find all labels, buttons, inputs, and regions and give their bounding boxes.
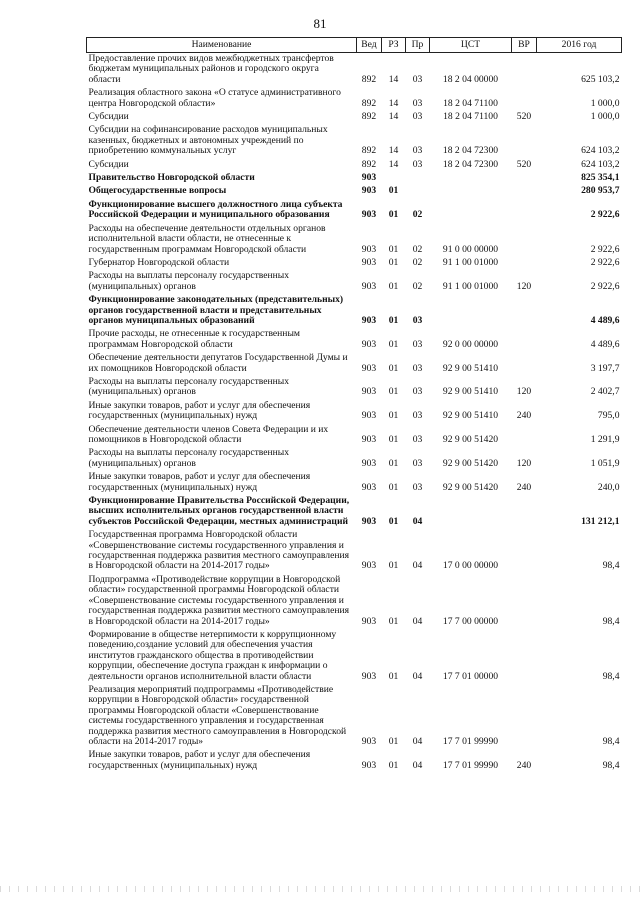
cell-amount: 4 489,6 [590,314,620,326]
cell-cst: 18 2 04 71100 [443,111,498,123]
cell-vr: 120 [516,457,532,469]
cell-amount: 98,4 [602,735,620,747]
cell-name: Подпрограмма «Противодействие коррупции в Новгородской области» государственной программы Новгородской области «Совершенствование системы государственного управления и государственная поддержка развития местного самоуправления в Новгородской области на 2014-2017 годы» [88,573,350,627]
cell-amount: 240,0 [597,481,620,493]
scan-artifact [0,886,640,892]
cell-pr [406,172,430,185]
cell-rz: 01 [388,280,399,292]
cell-vr [512,87,537,111]
cell-amount: 98,4 [602,759,620,771]
table-row [87,574,622,629]
cell-rz: 01 [388,256,399,268]
cell-amount: 98,4 [602,615,620,627]
header-rz: РЗ [382,38,406,53]
cell-amount: 2 922,6 [590,209,620,221]
cell-cst: 18 2 04 00000 [442,73,499,85]
cell-name: Реализация мероприятий подпрограммы «Противодействие коррупции в Новгородской области» государственной программы Новгородской области «Совершенствование системы государственного управления и государственная поддержка развития местного самоуправления в Новгородской области на 2014-2017 годы» [88,683,347,747]
cell-rz: 14 [388,111,399,123]
cell-name: Формирование в обществе нетерпимости к коррупционному поведению,создание условий для обеспечения участия институтов гражданского общества в противодействии коррупции, обеспечение доступа граждан к информации о деятельности органов исполнительной власти области [88,628,337,682]
cell-vr: 520 [516,158,532,170]
cell-cst: 91 1 00 01000 [442,280,499,292]
table-body [87,53,622,774]
cell-cst: 92 0 00 00000 [442,338,499,350]
cell-vr [512,223,537,257]
cell-name: Правительство Новгородской области [88,172,255,184]
cell-vr [512,53,537,88]
cell-vr [512,185,537,198]
cell-pr: 03 [412,314,423,326]
cell-ved: 903 [361,759,377,771]
cell-pr: 03 [412,73,423,85]
header-pr: Пр [406,38,430,53]
cell-name: Расходы на обеспечение деятельности отдельных органов исполнительной власти области, не отнесенные к государственным программам Новгородской области [88,222,326,255]
cell-rz: 01 [388,670,399,682]
cell-pr: 04 [412,560,423,572]
cell-cst: 91 1 00 01000 [442,256,499,268]
cell-vr [512,629,537,684]
cell-cst: 92 9 00 51410 [442,362,499,374]
cell-amount: 2 402,7 [590,386,620,398]
cell-pr: 04 [412,615,423,627]
cell-cst: 17 7 00 00000 [442,615,499,627]
table-row [87,270,622,294]
cell-name: Расходы на выплаты персоналу государственных (муниципальных) органов [88,270,290,292]
cell-ved: 903 [361,434,377,445]
cell-cst: 92 9 00 51420 [442,481,499,493]
cell-vr [512,352,537,376]
cell-pr: 03 [412,457,423,469]
cell-pr: 02 [412,209,423,221]
cell-amount: 625 103,2 [581,73,620,85]
cell-pr: 03 [412,97,423,109]
cell-amount: 624 103,2 [581,145,620,157]
page-number: 81 [313,16,327,31]
cell-amount: 3 197,7 [590,362,620,374]
cell-cst: 17 7 01 99990 [442,735,499,747]
cell-pr: 03 [412,410,423,422]
cell-name: Губернатор Новгородской области [88,256,230,268]
cell-pr: 03 [412,481,423,493]
cell-cst: 18 2 04 72300 [442,158,499,170]
cell-amount: 131 212,1 [581,515,620,527]
header-cst: ЦСТ [430,38,512,53]
cell-vr [512,199,537,223]
cell-ved: 903 [361,338,377,350]
cell-ved: 903 [361,615,377,627]
cell-vr [512,124,537,158]
cell-rz: 01 [388,410,399,422]
cell-rz: 01 [388,457,399,469]
cell-ved: 903 [361,410,377,422]
cell-amount: 624 103,2 [581,158,620,170]
cell-name: Обеспечение деятельности членов Совета Федерации и их помощников в Новгородской области [88,423,329,445]
cell-rz: 01 [388,481,399,493]
cell-pr: 02 [412,280,423,292]
cell-cst: 91 0 00 00000 [442,243,499,255]
cell-ved: 903 [361,481,377,493]
cell-amount: 1 000,0 [590,111,620,123]
cell-pr: 04 [412,735,423,747]
cell-vr [512,172,537,185]
cell-ved: 903 [361,515,377,527]
cell-ved: 903 [361,243,377,255]
cell-pr [406,185,430,198]
cell-name: Обеспечение деятельности депутатов Государственной Думы и их помощников Новгородской области [88,352,348,374]
cell-ved: 903 [361,185,377,197]
cell-name: Расходы на выплаты персоналу государственных (муниципальных) органов [88,375,290,398]
table-row [87,223,622,257]
table-row [87,199,622,223]
header-name: Наименование [87,38,357,53]
cell-name: Иные закупки товаров, работ и услуг для обеспечения государственных (муниципальных) нужд [88,749,311,771]
cell-amount: 2 922,6 [590,243,620,255]
cell-ved: 892 [361,111,377,123]
cell-rz: 01 [388,615,399,627]
cell-ved: 903 [361,670,377,682]
cell-name: Иные закупки товаров, работ и услуг для обеспечения государственных (муниципальных) нужд [88,399,311,422]
table-row [87,185,622,198]
table-row [87,629,622,684]
cell-vr [512,495,537,529]
cell-cst: 18 2 04 72300 [442,145,499,157]
cell-amount: 98,4 [602,670,620,682]
cell-ved: 903 [361,172,377,184]
cell-rz: 01 [388,185,399,197]
table-row [87,400,622,424]
table-row [87,749,622,773]
header-vr: ВР [512,38,537,53]
cell-amount: 1 051,9 [590,457,620,469]
cell-amount: 2 922,6 [590,280,620,292]
header-amount: 2016 год [537,38,622,53]
cell-vr [512,529,537,574]
cell-cst: 92 9 00 51410 [442,386,499,398]
cell-rz: 01 [388,386,399,398]
budget-table [86,37,622,773]
cell-pr: 03 [412,158,423,170]
cell-pr: 03 [412,434,423,445]
cell-amount: 1 000,0 [590,97,620,109]
cell-cst: 92 9 00 51410 [442,410,499,422]
cell-ved: 903 [361,256,377,268]
table-row [87,294,622,328]
cell-rz: 14 [388,145,399,157]
cell-ved: 903 [361,386,377,398]
cell-name: Расходы на выплаты персоналу государственных (муниципальных) органов [88,447,290,469]
cell-rz: 14 [388,73,399,85]
cell-rz: 01 [388,243,399,255]
cell-pr: 04 [412,515,423,527]
table-row [87,328,622,352]
table-row [87,172,622,185]
table-row [87,53,622,88]
cell-ved: 903 [361,314,377,326]
cell-pr: 03 [412,145,423,157]
cell-pr: 03 [412,386,423,398]
cell-rz: 01 [388,314,399,326]
cell-name: Иные закупки товаров, работ и услуг для обеспечения государственных (муниципальных) нужд [88,471,311,493]
cell-vr [512,294,537,328]
cell-name: Функционирование законодательных (представительных) органов государственной власти и представительных органов муниципальных образований [88,294,344,326]
cell-amount: 98,4 [602,560,620,572]
table-row [87,159,622,172]
cell-vr [512,684,537,749]
cell-rz: 01 [388,209,399,221]
cell-ved: 903 [361,735,377,747]
cell-cst: 17 0 00 00000 [442,560,499,572]
cell-name: Предоставление прочих видов межбюджетных трансфертов бюджетам муниципальных районов и городского округа области [88,53,334,85]
cell-pr: 02 [412,256,423,268]
cell-name: Функционирование высшего должностного лица субъекта Российской Федерации и муниципального образования [88,198,343,221]
cell-name: Общегосударственные вопросы [88,185,227,197]
cell-ved: 903 [361,209,377,221]
table-row [87,424,622,448]
cell-pr: 04 [412,670,423,682]
cell-rz [382,172,406,185]
cell-ved: 892 [361,145,377,157]
cell-vr: 240 [516,481,532,493]
cell-vr [512,574,537,629]
cell-ved: 903 [361,457,377,469]
cell-cst: 92 9 00 51420 [442,434,499,445]
cell-cst: 17 7 01 00000 [442,670,499,682]
table-header-row [87,38,622,53]
cell-vr: 120 [516,280,532,292]
cell-amount: 280 953,7 [581,185,620,197]
cell-cst [430,199,512,223]
cell-name: Субсидии на софинансирование расходов муниципальных казенных, бюджетных и автономных учреждений по приобретению коммунальных услуг [88,124,328,157]
cell-amount: 1 291,9 [590,434,620,445]
cell-vr [512,257,537,270]
cell-vr: 520 [516,111,532,123]
cell-name: Субсидии [88,111,129,123]
cell-ved: 903 [361,560,377,572]
cell-amount: 795,0 [597,410,620,422]
table-row [87,495,622,529]
table-row [87,684,622,749]
table-row [87,124,622,158]
table-row [87,111,622,124]
cell-ved: 903 [361,362,377,374]
cell-ved: 892 [361,73,377,85]
header-ved: Вед [357,38,382,53]
cell-amount: 2 922,6 [590,256,620,268]
cell-rz: 01 [388,735,399,747]
cell-ved: 892 [361,97,377,109]
cell-rz: 01 [388,515,399,527]
cell-cst [430,294,512,328]
cell-cst: 92 9 00 51420 [442,457,499,469]
cell-rz: 14 [388,97,399,109]
cell-name: Функционирование Правительства Российской Федерации, высших исполнительных органов государственной власти субъектов Российской Федерации, местных администраций [88,495,350,527]
cell-rz: 01 [388,434,399,445]
cell-amount: 4 489,6 [590,338,620,350]
cell-vr: 120 [516,386,532,398]
cell-cst: 18 2 04 71100 [443,97,498,109]
table-row [87,447,622,471]
table-row [87,257,622,270]
cell-rz: 01 [388,560,399,572]
cell-ved: 903 [361,280,377,292]
cell-ved: 892 [361,158,377,170]
cell-name: Государственная программа Новгородской области «Совершенствование системы государственного управления и государственная поддержка развития местного самоуправления в Новгородской области на 2014-2017 годы» [88,529,350,572]
cell-vr [512,328,537,352]
cell-cst [430,185,512,198]
cell-pr: 03 [412,362,423,374]
cell-rz: 01 [388,362,399,374]
cell-cst [430,172,512,185]
cell-name: Реализация областного закона «О статусе административного центра Новгородской области» [88,87,341,109]
cell-pr: 03 [412,338,423,350]
cell-cst [430,495,512,529]
table-row [87,87,622,111]
cell-rz: 01 [388,759,399,771]
cell-cst: 17 7 01 99990 [442,759,499,771]
cell-name: Прочие расходы, не отнесенные к государственным программам Новгородской области [88,328,300,350]
cell-vr: 240 [516,410,532,422]
cell-pr: 02 [412,243,423,255]
cell-rz: 01 [388,338,399,350]
table-row [87,471,622,495]
table-row [87,376,622,400]
table-row [87,529,622,574]
cell-vr [512,424,537,448]
cell-rz: 14 [388,158,399,170]
cell-pr: 04 [412,759,423,771]
cell-amount: 825 354,1 [581,172,620,184]
table-row [87,352,622,376]
cell-vr: 240 [516,759,532,771]
cell-name: Субсидии [88,158,129,170]
cell-pr: 03 [412,111,423,123]
